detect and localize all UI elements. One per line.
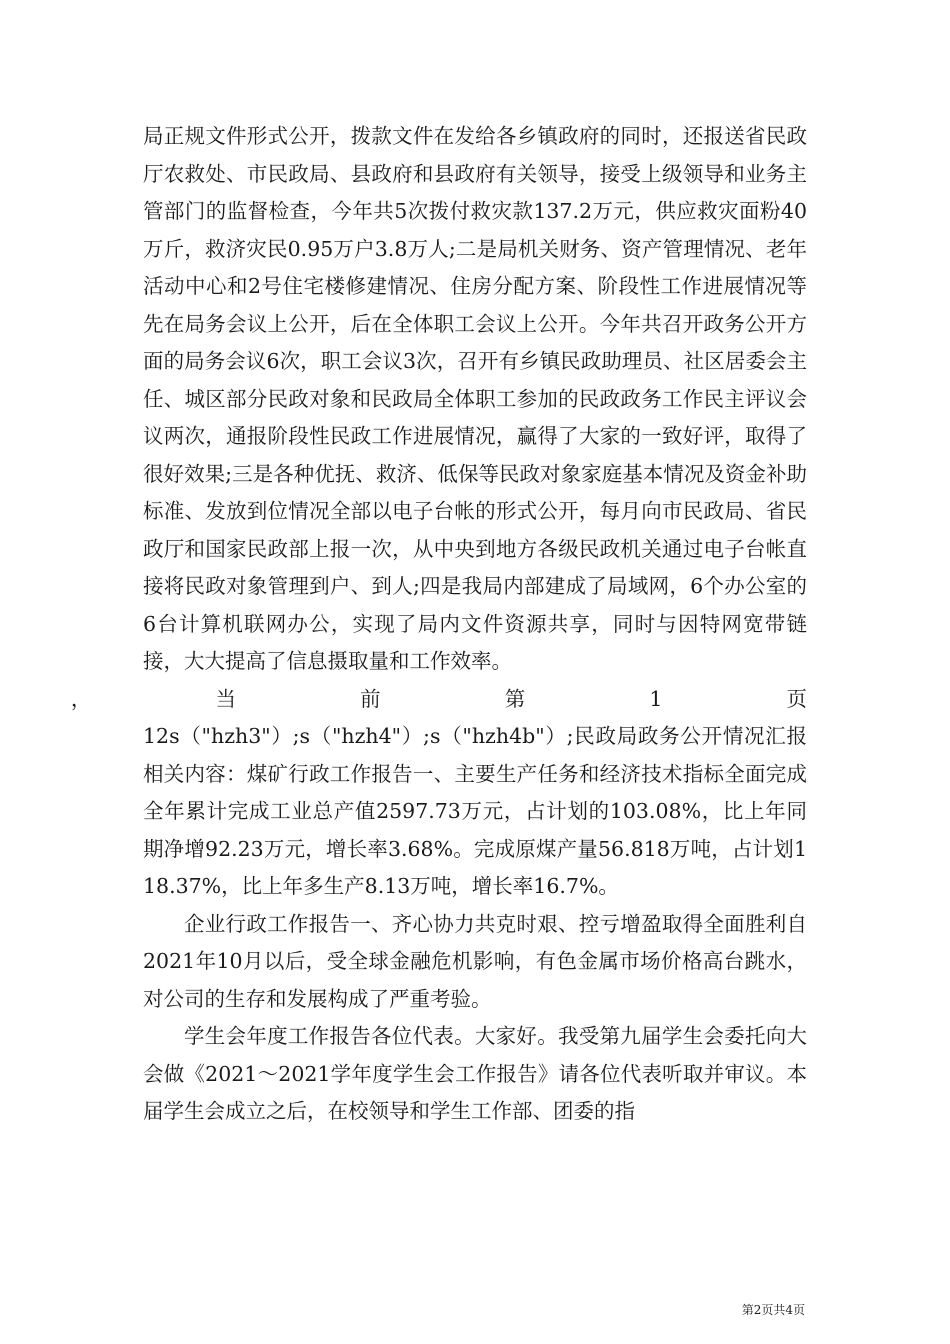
document-body [70,118,807,1131]
paragraph-4: 学生会年度工作报告各位代表。大家好。我受第九届学生会委托向大会做《2021～2021学年度学生会工作报告》请各位代表听取并审议。本届学生会成立之后，在校领导和学生工作部、团委的指 [143,1024,807,1123]
marker-ye-end: 页 [786,686,807,711]
marker-di: 第 [504,686,526,711]
marker-qian: 前 [360,686,381,711]
paragraph-1: 局正规文件形式公开，拨款文件在发给各乡镇政府的同时，还报送省民政厅农救处、市民政局、县政府和县政府有关领导，接受上级领导和业务主管部门的监督检查，今年共5次拨付救灾款137.2万元，供应救灾面粉40万斤，救济灾民0.95万户3.8万人;二是局机关财务、资产管理情况、老年活动中心和2号住宅楼修建情况、住房分配方案、阶段性工作进展情况等先在局务会议上公开，后在全体职工会议上公开。今年共召开政务公开方面的局务会议6次，职工会议3次，召开有乡镇民政助理员、社区居委会主任、城区部分民政对象和民政局全体职工参加的民政政务工作民主评议会议两次，通报阶段性民政工作进展情况，赢得了大家的一致好评，取得了很好效果;三是各种优抚、救济、低保等民政对象家庭基本情况及资金补助标准、发放到位情况全部以电子台帐的形式公开，每月向市民政局、省民政厅和国家民政部上报一次，从中央到地方各级民政机关通过电子台帐直接将民政对象管理到户、到人;四是我局内部建成了局域网，6个办公室的6台计算机联网办公，实现了局内文件资源共享，同时与因特网宽带链接，大大提高了信息摄取量和工作效率。 [143,124,807,673]
marker-dang: 当 [215,686,237,711]
marker-comma: ， [70,686,92,711]
inline-page-marker [70,681,807,719]
marker-current: 1 [649,686,663,711]
paragraph-3: 企业行政工作报告一、齐心协力共克时艰、控亏增盈取得全面胜利自2021年10月以后，受全球金融危机影响，有色金属市场价格高台跳水，对公司的生存和发展构成了严重考验。 [143,911,807,1011]
page-footer: 第2页共4页 [741,1303,805,1317]
paragraph-2: 12s（"hzh3"）;s（"hzh4"）;s（"hzh4b"）;民政局政务公开情况汇报相关内容：煤矿行政工作报告一、主要生产任务和经济技术指标全面完成全年累计完成工业总产值2597.73万元，占计划的103.08%，比上年同期净增92.23万元，增长率3.68%。完成原煤产量56.818万吨，占计划118.37%，比上年多生产8.13万吨，增长率16.7%。 [143,724,807,898]
